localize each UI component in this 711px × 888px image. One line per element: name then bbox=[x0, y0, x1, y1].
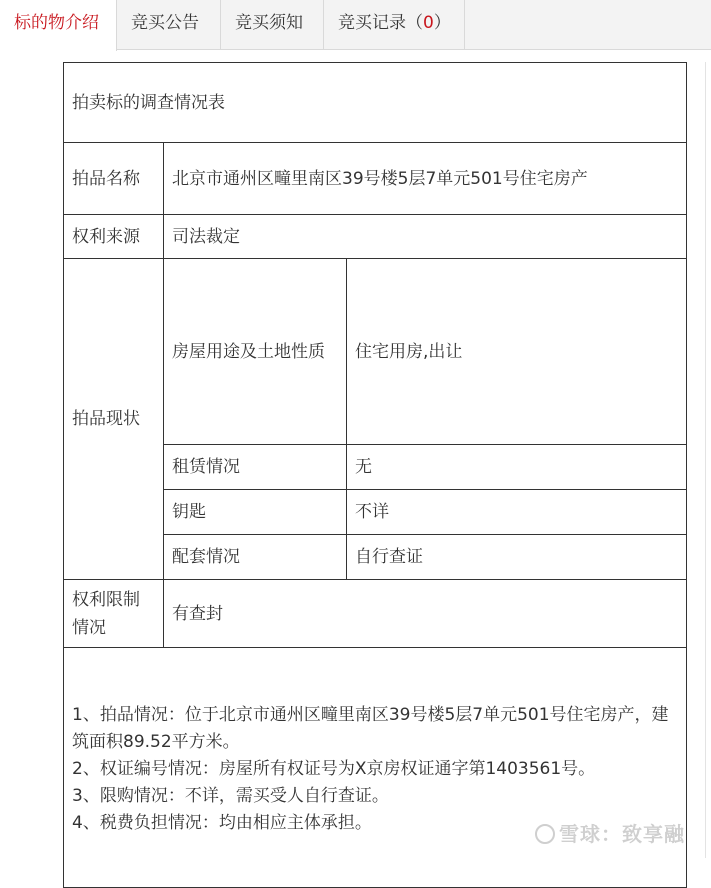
notes-cell bbox=[64, 648, 687, 888]
watermark-text: 雪球：致享融 bbox=[559, 822, 685, 846]
bracket-open: （ bbox=[406, 13, 423, 33]
tab-auction-announcement[interactable] bbox=[117, 0, 221, 50]
snowball-logo-icon bbox=[535, 824, 555, 844]
tab-label: 标的物介绍 bbox=[14, 13, 99, 33]
status-row-value: 住宅用房,出让 bbox=[347, 259, 687, 445]
tab-bid-records[interactable] bbox=[324, 0, 465, 50]
note-line: 4、税费负担情况：均由相应主体承担。 bbox=[72, 813, 372, 833]
bid-count: 0 bbox=[423, 13, 434, 33]
bracket-close: ） bbox=[433, 13, 451, 33]
tab-label: 竞买记录 bbox=[338, 13, 406, 33]
status-row-label: 房屋用途及土地性质 bbox=[164, 259, 347, 445]
table-title: 拍卖标的调查情况表 bbox=[64, 63, 687, 143]
status-row-label: 配套情况 bbox=[164, 535, 347, 580]
restriction-value: 有查封 bbox=[164, 580, 687, 648]
status-row-value: 不详 bbox=[347, 490, 687, 535]
tab-bidding-notice[interactable] bbox=[221, 0, 324, 50]
tab-bar bbox=[0, 0, 711, 50]
tab-label: 竞买须知 bbox=[235, 13, 303, 33]
rights-source-value: 司法裁定 bbox=[164, 215, 687, 259]
note-line: 2、权证编号情况：房屋所有权证号为X京房权证通字第1403561号。 bbox=[72, 759, 596, 779]
item-name-label: 拍品名称 bbox=[64, 143, 164, 215]
restriction-label: 权利限制情况 bbox=[64, 580, 164, 648]
note-line: 3、限购情况：不详，需买受人自行查证。 bbox=[72, 786, 389, 806]
watermark bbox=[535, 818, 685, 847]
status-label: 拍品现状 bbox=[64, 259, 164, 580]
survey-table bbox=[63, 62, 687, 888]
content-border bbox=[705, 62, 706, 858]
status-row-value: 无 bbox=[347, 445, 687, 490]
rights-source-label: 权利来源 bbox=[64, 215, 164, 259]
item-name-value: 北京市通州区疃里南区39号楼5层7单元501号住宅房产 bbox=[164, 143, 687, 215]
status-row-label: 钥匙 bbox=[164, 490, 347, 535]
status-row-label: 租赁情况 bbox=[164, 445, 347, 490]
note-line: 1、拍品情况：位于北京市通州区疃里南区39号楼5层7单元501号住宅房产，建筑面积89.52平方米。 bbox=[72, 705, 669, 752]
status-row-value: 自行查证 bbox=[347, 535, 687, 580]
tab-label: 竞买公告 bbox=[131, 13, 199, 33]
tab-item-introduction[interactable] bbox=[0, 0, 117, 51]
